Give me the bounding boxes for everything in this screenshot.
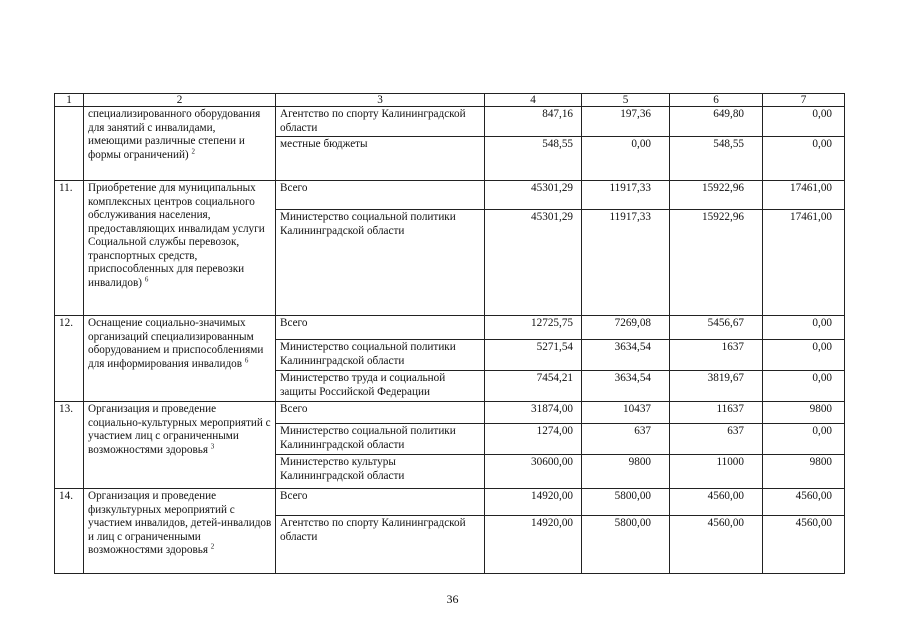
value-cell: 1637	[670, 340, 763, 371]
value-cell: 5800,00	[582, 516, 670, 574]
value-cell: 637	[582, 424, 670, 455]
value-cell: 4560,00	[763, 516, 845, 574]
funding-source: Министерство социальной политики Калининградской области	[276, 424, 485, 455]
funding-source: Всего	[276, 489, 485, 516]
funding-source: Министерство труда и социальной защиты Российской Федерации	[276, 371, 485, 402]
value-cell: 17461,00	[763, 181, 845, 210]
value-cell: 4560,00	[670, 516, 763, 574]
value-cell: 45301,29	[485, 181, 582, 210]
value-cell: 847,16	[485, 107, 582, 137]
footnote-marker: 3	[210, 441, 215, 450]
column-header: 1	[55, 94, 84, 107]
value-cell: 11917,33	[582, 181, 670, 210]
item-number-cell: 13.	[55, 402, 84, 489]
value-cell: 10437	[582, 402, 670, 424]
item-number-cell: 11.	[55, 181, 84, 316]
footnote-marker: 6	[144, 274, 149, 283]
value-cell: 3634,54	[582, 371, 670, 402]
value-cell: 9800	[763, 455, 845, 489]
funding-source: местные бюджеты	[276, 137, 485, 181]
column-number-row	[55, 94, 845, 107]
value-cell: 14920,00	[485, 516, 582, 574]
value-cell: 637	[670, 424, 763, 455]
value-cell: 12725,75	[485, 316, 582, 340]
column-header: 5	[582, 94, 670, 107]
value-cell: 197,36	[582, 107, 670, 137]
value-cell: 45301,29	[485, 210, 582, 316]
item-number-cell: 14.	[55, 489, 84, 574]
item-description: Организация и проведение физкультурных мероприятий с участием инвалидов, детей-инвалидов и лиц с ограниченными возможностями здоровья $^2$	[84, 489, 276, 574]
value-cell: 4560,00	[763, 489, 845, 516]
funding-source: Агентство по спорту Калининградской области	[276, 107, 485, 137]
table-row	[55, 107, 845, 137]
value-cell: 0,00	[763, 316, 845, 340]
value-cell: 30600,00	[485, 455, 582, 489]
value-cell: 548,55	[485, 137, 582, 181]
value-cell: 14920,00	[485, 489, 582, 516]
value-cell: 17461,00	[763, 210, 845, 316]
footnote-marker: 6	[244, 355, 249, 364]
value-cell: 11000	[670, 455, 763, 489]
value-cell: 7454,21	[485, 371, 582, 402]
table-row	[55, 181, 845, 210]
value-cell: 3819,67	[670, 371, 763, 402]
value-cell: 15922,96	[670, 210, 763, 316]
funding-source: Всего	[276, 316, 485, 340]
value-cell: 15922,96	[670, 181, 763, 210]
column-header: 6	[670, 94, 763, 107]
value-cell: 31874,00	[485, 402, 582, 424]
value-cell: 9800	[582, 455, 670, 489]
value-cell: 5456,67	[670, 316, 763, 340]
column-header: 4	[485, 94, 582, 107]
item-number-cell	[55, 107, 84, 181]
funding-source: Министерство социальной политики Калининградской области	[276, 340, 485, 371]
funding-source: Всего	[276, 181, 485, 210]
value-cell: 5800,00	[582, 489, 670, 516]
value-cell: 0,00	[763, 107, 845, 137]
table-row	[55, 402, 845, 424]
value-cell: 11917,33	[582, 210, 670, 316]
funding-source: Министерство культуры Калининградской области	[276, 455, 485, 489]
item-description: специализированного оборудования для занятий с инвалидами, имеющими различные степени и формы ограничений) $^2$	[84, 107, 276, 181]
value-cell: 3634,54	[582, 340, 670, 371]
value-cell: 11637	[670, 402, 763, 424]
funding-source: Министерство социальной политики Калининградской области	[276, 210, 485, 316]
funding-source: Всего	[276, 402, 485, 424]
value-cell: 0,00	[763, 371, 845, 402]
value-cell: 7269,08	[582, 316, 670, 340]
item-description: Приобретение для муниципальных комплексных центров социального обслуживания населения, предоставляющих инвалидам услуги Социальной службы перевозок, транспортных средств, приспособленных для перевозки инвалидов) $^6$	[84, 181, 276, 316]
table-row	[55, 316, 845, 340]
value-cell: 0,00	[763, 340, 845, 371]
footnote-marker: 2	[210, 542, 215, 551]
column-header: 7	[763, 94, 845, 107]
table-row	[55, 489, 845, 516]
item-description: Организация и проведение социально-культурных мероприятий с участием лиц с ограниченными возможностями здоровья $^3$	[84, 402, 276, 489]
value-cell: 0,00	[582, 137, 670, 181]
value-cell: 649,80	[670, 107, 763, 137]
value-cell: 9800	[763, 402, 845, 424]
value-cell: 0,00	[763, 424, 845, 455]
value-cell: 5271,54	[485, 340, 582, 371]
funding-table	[54, 93, 845, 574]
column-header: 2	[84, 94, 276, 107]
footnote-marker: 2	[191, 146, 195, 155]
value-cell: 548,55	[670, 137, 763, 181]
page-number: 36	[446, 592, 459, 606]
funding-source: Агентство по спорту Калининградской области	[276, 516, 485, 574]
value-cell: 4560,00	[670, 489, 763, 516]
item-description: Оснащение социально-значимых организаций специализированным оборудованием и приспособлениями для информирования инвалидов $^6$	[84, 316, 276, 402]
column-header: 3	[276, 94, 485, 107]
value-cell: 1274,00	[485, 424, 582, 455]
value-cell: 0,00	[763, 137, 845, 181]
item-number-cell: 12.	[55, 316, 84, 402]
